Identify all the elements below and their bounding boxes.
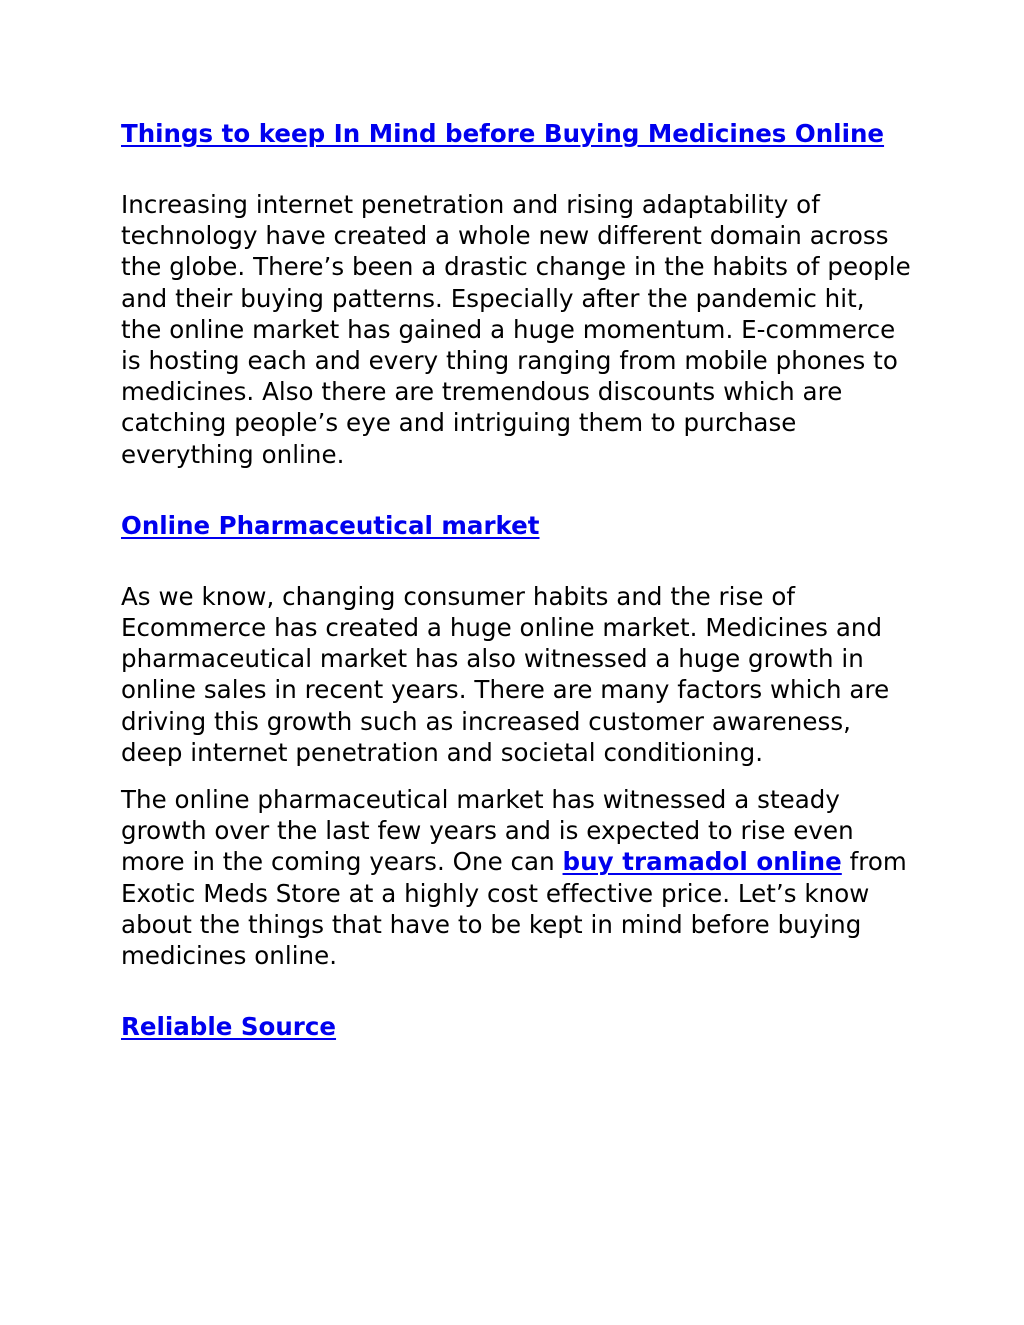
section-heading-reliable-source[interactable]: Reliable Source xyxy=(121,1012,337,1042)
intro-paragraph: Increasing internet penetration and rising adaptability of technology have created a whole new different domain across the globe. There’s been a drastic change in the habits of people and their buying patterns. Especially after the pandemic hit, the online market has gained a huge momentum. E-commerce is hosting each and every thing ranging from mobile phones to medicines. Also there are tremendous discounts which are catching people’s eye and intriguing them to purchase everything online. xyxy=(121,190,911,469)
section-heading-online-pharmaceutical-market[interactable]: Online Pharmaceutical market xyxy=(121,510,540,540)
buy-tramadol-online-link[interactable]: buy tramadol online xyxy=(562,847,842,877)
section1-paragraph1: As we know, changing consumer habits and the rise of Ecommerce has created a huge online market. Medicines and pharmaceutical market has also witnessed a huge growth in online sales in recent years. There are many factors which are driving this growth such as increased customer awareness, deep internet penetration and societal conditioning. xyxy=(121,581,890,767)
document-page xyxy=(121,118,911,1042)
paragraph2-text-before: The online pharmaceutical market has witnessed a steady growth over the last few years and is expected to rise even more in the coming years. One can xyxy=(121,785,854,877)
paragraph2-text-after: from Exotic Meds Store at a highly cost effective price. Let’s know about the things that have to be kept in mind before buying medicines online. xyxy=(121,847,907,971)
document-title-link[interactable]: Things to keep In Mind before Buying Medicines Online xyxy=(121,119,885,148)
section1-paragraph2 xyxy=(121,784,911,971)
